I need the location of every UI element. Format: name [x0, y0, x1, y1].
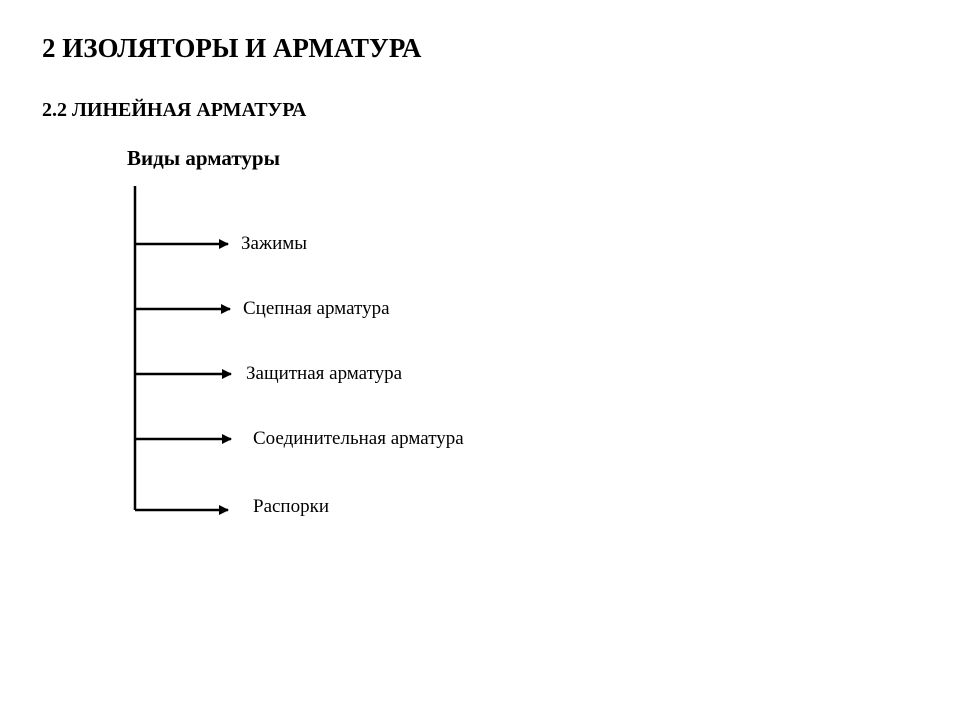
diagram-item-label-3: Защитная арматура — [246, 363, 403, 384]
diagram-item-label-4: Соединительная арматура — [253, 428, 464, 449]
diagram-heading: Виды арматуры — [127, 146, 280, 170]
diagram-item-label-5: Распорки — [253, 496, 329, 517]
diagram-item-label-2: Сцепная арматура — [243, 298, 390, 319]
slide-subtitle: 2.2 ЛИНЕЙНАЯ АРМАТУРА — [42, 99, 307, 121]
slide-title: 2 ИЗОЛЯТОРЫ И АРМАТУРА — [42, 33, 422, 63]
diagram-item-label-1: Зажимы — [241, 233, 308, 254]
